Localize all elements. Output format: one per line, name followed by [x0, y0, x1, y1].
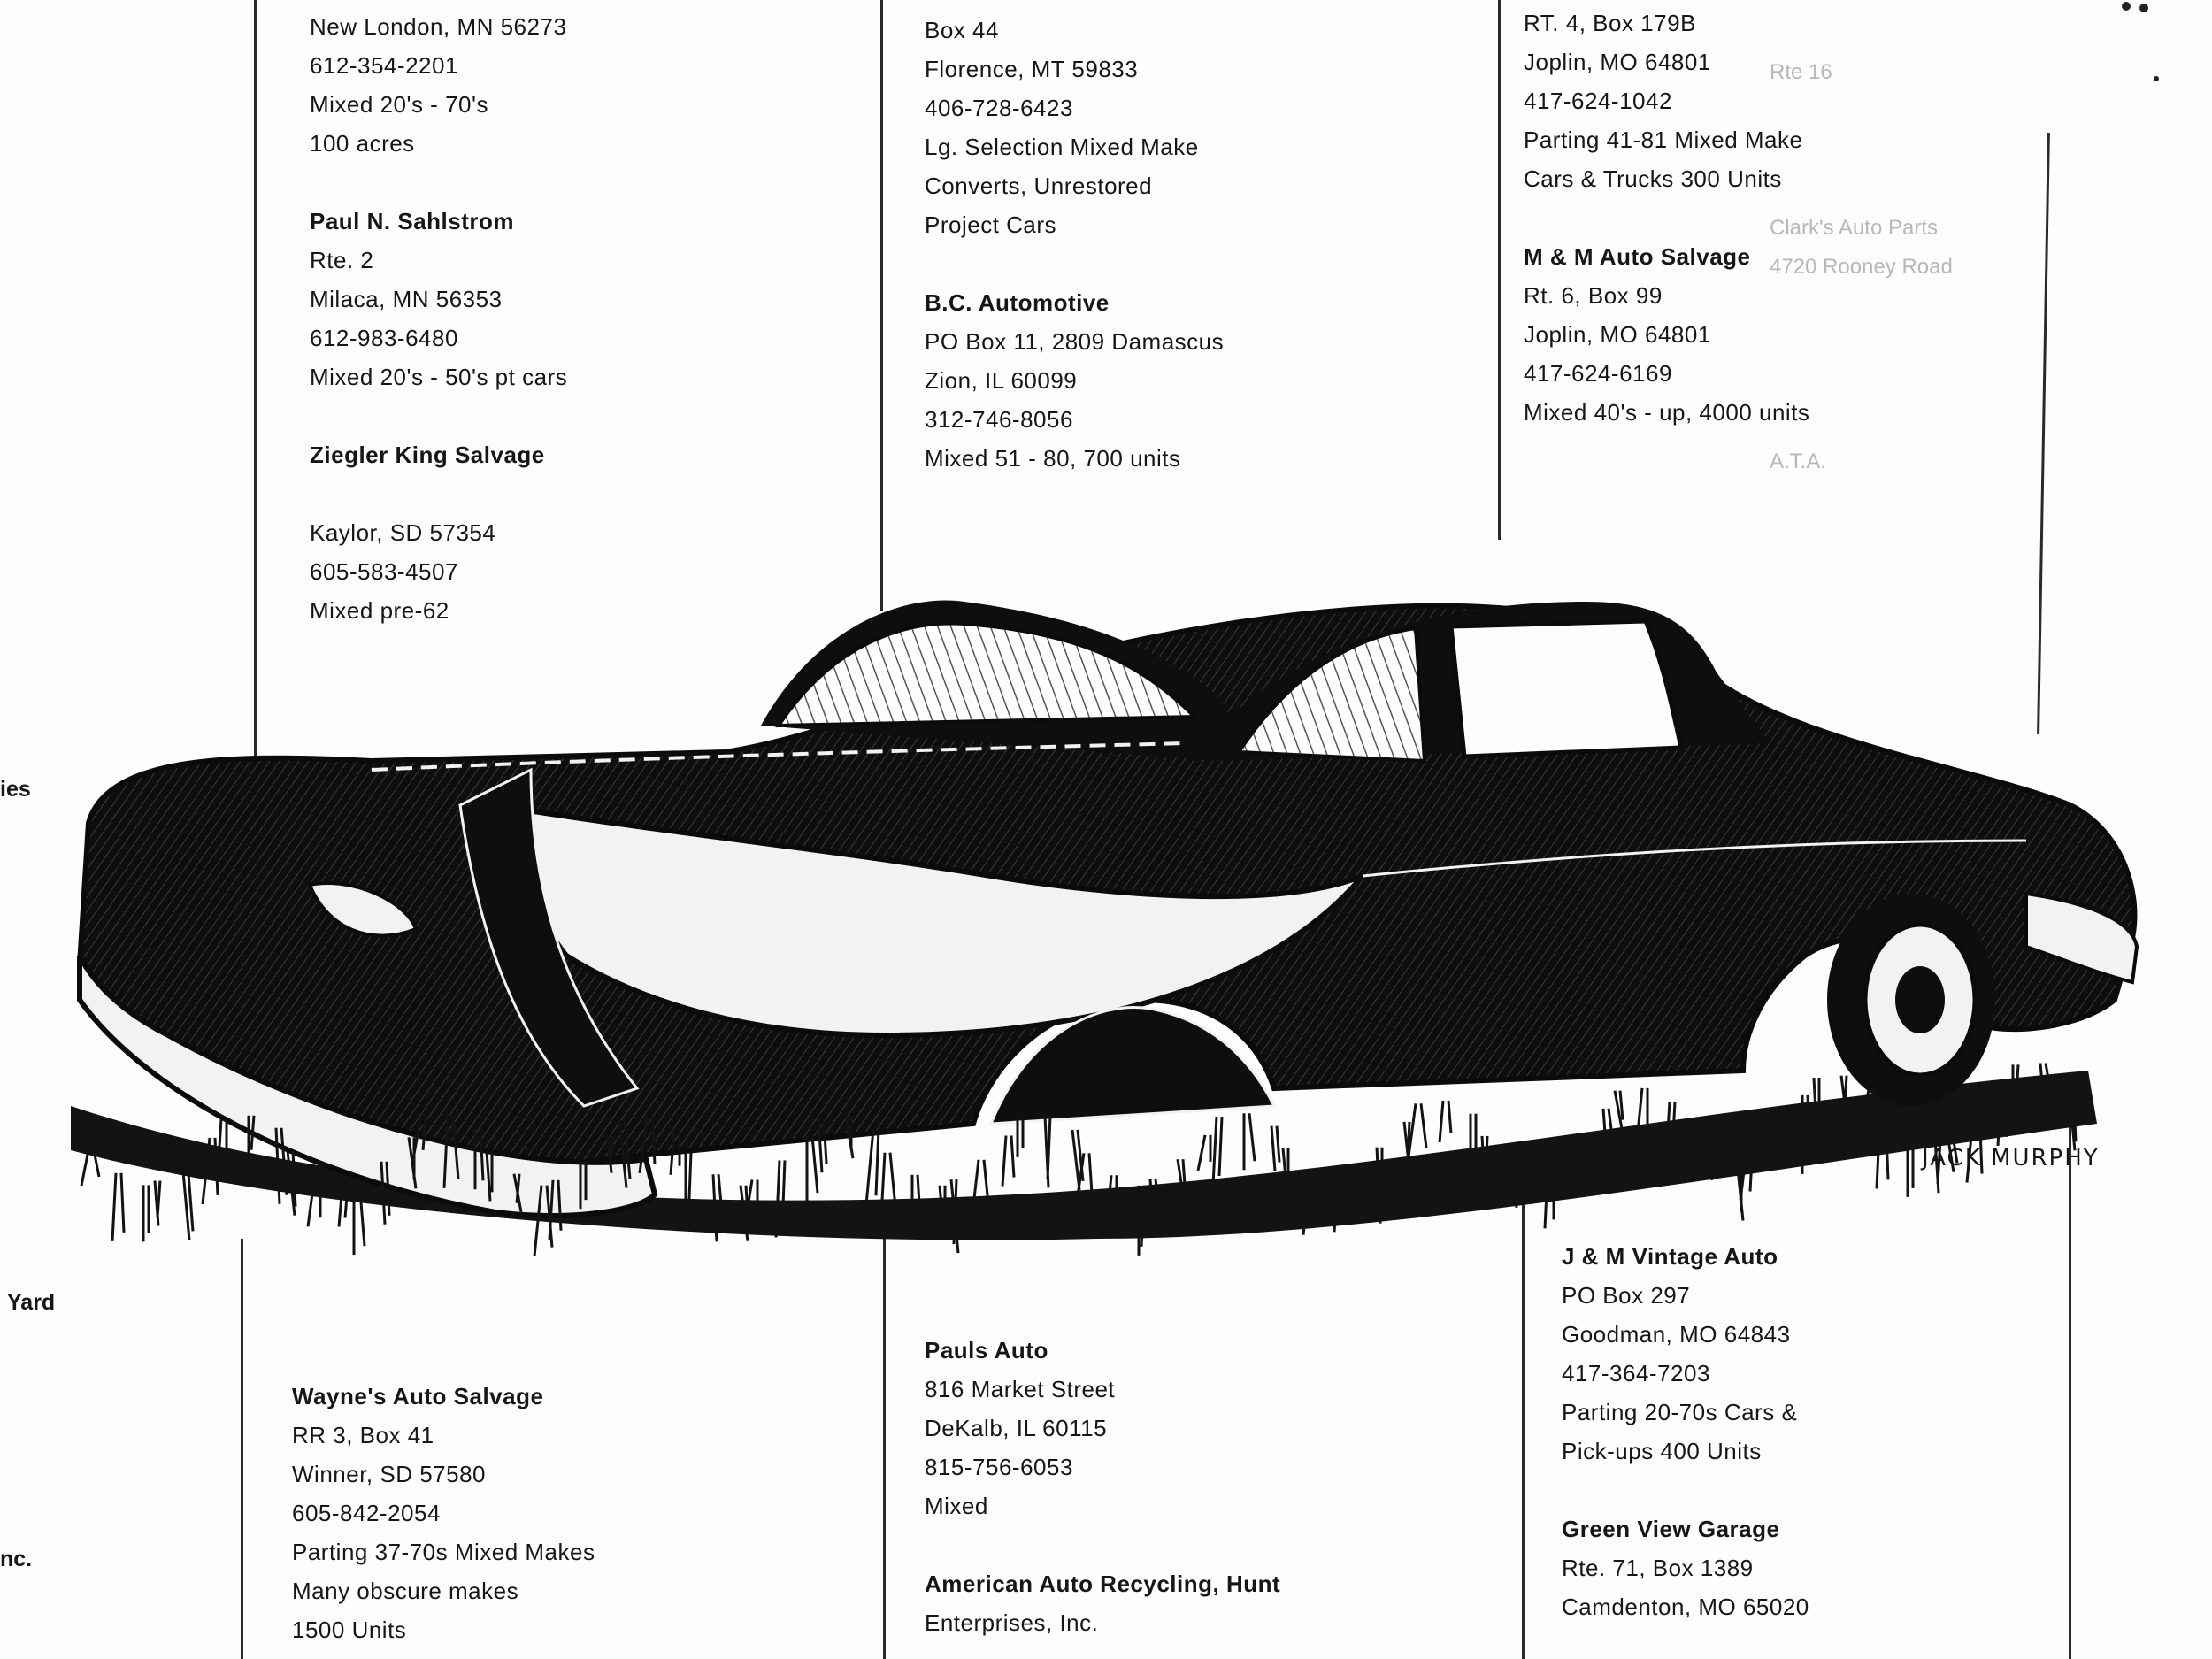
- listing-line: Mixed pre-62: [310, 597, 449, 624]
- listing-entry: [1524, 4, 1809, 198]
- listing-name: B.C. Automotive: [925, 289, 1110, 316]
- side-window-rear: [1451, 621, 1681, 757]
- listing-column-1-top: [310, 7, 567, 630]
- listing-name: Green View Garage: [1562, 1516, 1780, 1542]
- listing-column-2-top: [925, 11, 1224, 478]
- ghost-line: A.T.A.: [1770, 449, 1827, 473]
- listing-line: 312-746-8056: [925, 406, 1073, 433]
- left-fragment-ies: ies: [0, 777, 31, 802]
- listing-name: Wayne's Auto Salvage: [292, 1383, 544, 1409]
- grass-tuft: [866, 1129, 879, 1204]
- listing-line: 417-624-1042: [1524, 88, 1672, 114]
- listing-line: Camdenton, MO 65020: [1562, 1594, 1809, 1620]
- listing-entry: [1562, 1509, 1809, 1626]
- listing-column-1-bottom: [292, 1377, 595, 1649]
- listing-entry: [925, 1564, 1280, 1642]
- listing-line: Many obscure makes: [292, 1578, 519, 1604]
- listing-line: Kaylor, SD 57354: [310, 519, 496, 546]
- left-fragment-nc: nc.: [0, 1547, 33, 1571]
- left-fragment-yard: Yard: [7, 1290, 56, 1315]
- listing-line: PO Box 297: [1562, 1282, 1691, 1309]
- grass-tuft: [1198, 1135, 1210, 1171]
- listing-column-3-top: [1524, 4, 1809, 432]
- listing-line: DeKalb, IL 60115: [925, 1415, 1108, 1441]
- listing-name: Paul N. Sahlstrom: [310, 208, 514, 234]
- grass-tuft: [1018, 1118, 1023, 1157]
- listing-line: New London, MN 56273: [310, 13, 567, 40]
- listing-line: Mixed 40's - up, 4000 units: [1524, 399, 1810, 426]
- listing-line: 100 acres: [310, 130, 415, 157]
- listing-line: [310, 474, 567, 513]
- grass-tuft: [1045, 1116, 1050, 1187]
- listing-line: Milaca, MN 56353: [310, 286, 503, 312]
- listing-line: Mixed: [925, 1493, 988, 1519]
- listing-line: Pick-ups 400 Units: [1562, 1438, 1762, 1464]
- listing-line: Enterprises, Inc.: [925, 1609, 1099, 1636]
- listing-line: PO Box 11, 2809 Damascus: [925, 328, 1225, 355]
- listing-entry: [1524, 237, 1809, 432]
- listing-line: 1500 Units: [292, 1617, 407, 1643]
- listing-line: Lg. Selection Mixed Make: [925, 134, 1199, 160]
- grass-tuft: [1271, 1126, 1279, 1171]
- listing-name: Ziegler King Salvage: [310, 442, 545, 468]
- listing-line: Mixed 20's - 50's pt cars: [310, 364, 568, 390]
- grass-tuft: [143, 1185, 149, 1241]
- listing-name: American Auto Recycling, Hunt: [925, 1571, 1281, 1597]
- listing-entry: [925, 1331, 1280, 1525]
- listing-name: J & M Vintage Auto: [1562, 1243, 1778, 1270]
- listing-entry: [925, 11, 1224, 244]
- listing-line: Mixed 20's - 70's: [310, 91, 488, 118]
- listing-line: Parting 37-70s Mixed Makes: [292, 1539, 595, 1565]
- ghost-line: Clark's Auto Parts: [1770, 216, 1938, 240]
- listing-line: 417-364-7203: [1562, 1360, 1710, 1386]
- front-wheel: [1827, 894, 1995, 1106]
- column-rule-2-top: [880, 0, 883, 611]
- listing-line: Florence, MT 59833: [925, 56, 1139, 82]
- listing-line: RR 3, Box 41: [292, 1422, 434, 1448]
- classic-car-illustration: [35, 540, 2141, 1336]
- grass-tuft: [1002, 1135, 1014, 1186]
- listing-line: Rte. 71, Box 1389: [1562, 1555, 1754, 1581]
- listing-line: Winner, SD 57580: [292, 1461, 487, 1487]
- listing-entry: [310, 7, 567, 163]
- listing-line: Joplin, MO 64801: [1524, 49, 1711, 75]
- artist-signature: JACK MURPHY: [1922, 1145, 2100, 1171]
- grass-tuft: [1409, 1103, 1426, 1156]
- listing-line: 406-728-6423: [925, 95, 1073, 121]
- grass-tuft: [1440, 1101, 1451, 1142]
- listing-line: Mixed 51 - 80, 700 units: [925, 445, 1181, 472]
- listing-entry: [310, 202, 567, 396]
- listing-line: Cars & Trucks 300 Units: [1524, 165, 1782, 192]
- grass-tuft: [1213, 1117, 1222, 1185]
- grass-tuft: [1072, 1130, 1083, 1190]
- listing-line: 605-842-2054: [292, 1500, 441, 1526]
- listing-name: Pauls Auto: [925, 1337, 1048, 1363]
- listing-line: Parting 20-70s Cars &: [1562, 1399, 1798, 1425]
- listing-line: 417-624-6169: [1524, 360, 1672, 387]
- scan-speck-2: [2139, 4, 2148, 12]
- listing-line: Goodman, MO 64843: [1562, 1321, 1791, 1348]
- ghost-line: Rte 16: [1770, 60, 1832, 84]
- listing-entry: [925, 283, 1224, 478]
- listing-line: Zion, IL 60099: [925, 367, 1078, 394]
- listing-line: Project Cars: [925, 211, 1057, 238]
- grass-tuft: [112, 1173, 124, 1241]
- listing-line: 605-583-4507: [310, 558, 458, 585]
- listing-line: Rt. 6, Box 99: [1524, 282, 1663, 309]
- ghost-line: 4720 Rooney Road: [1770, 255, 1953, 279]
- grass-tuft: [807, 1136, 818, 1202]
- listing-line: Rte. 2: [310, 247, 374, 273]
- scan-speck-3: [2154, 76, 2159, 81]
- grass-tuft: [1244, 1113, 1255, 1170]
- column-rule-3-top: [1498, 0, 1501, 540]
- listing-line: 612-983-6480: [310, 325, 458, 351]
- listing-line: Parting 41-81 Mixed Make: [1524, 127, 1803, 153]
- grass-tuft: [155, 1181, 160, 1226]
- listing-line: Converts, Unrestored: [925, 173, 1153, 199]
- listing-line: 815-756-6053: [925, 1454, 1073, 1480]
- listing-line: Joplin, MO 64801: [1524, 321, 1711, 348]
- listing-column-2-bottom: [925, 1331, 1280, 1642]
- listing-line: 612-354-2201: [310, 52, 458, 79]
- listing-line: 816 Market Street: [925, 1376, 1116, 1402]
- listing-line: Box 44: [925, 17, 999, 43]
- listing-entry: [292, 1377, 595, 1649]
- listing-line: RT. 4, Box 179B: [1524, 10, 1696, 36]
- scan-speck-1: [2122, 2, 2131, 11]
- listing-name: M & M Auto Salvage: [1524, 243, 1751, 270]
- grass-tuft: [1615, 1091, 1623, 1129]
